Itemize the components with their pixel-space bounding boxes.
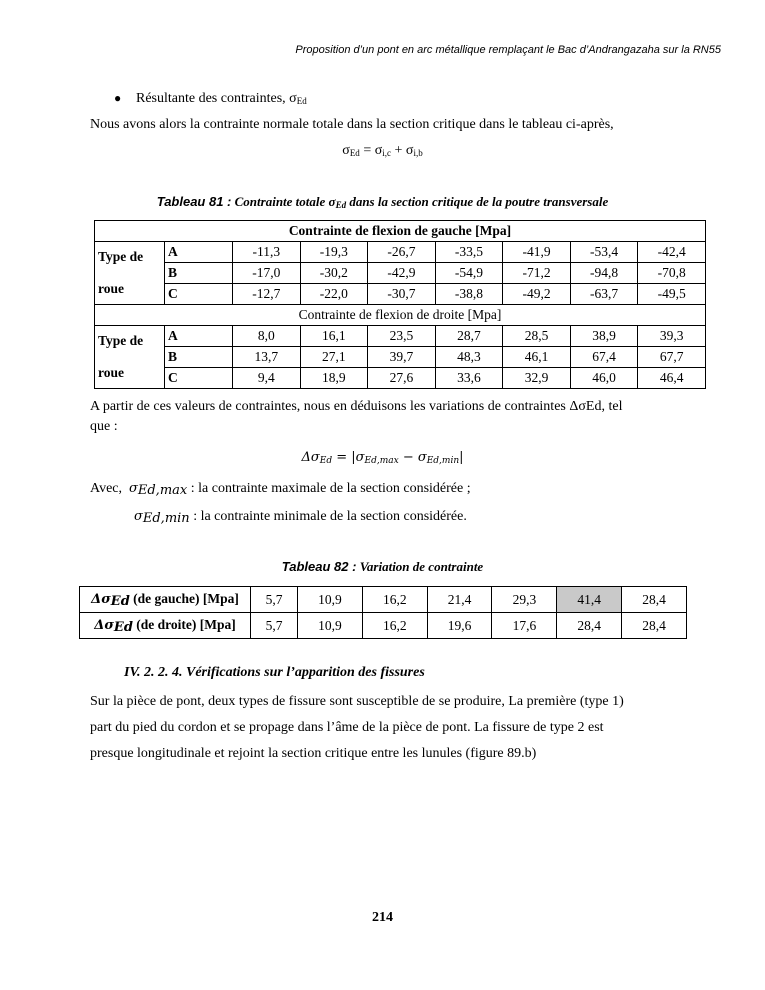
table-cell: -19,3 [300,242,368,263]
table-row [95,242,706,263]
table-cell: 17,6 [492,613,557,639]
table-cell: 18,9 [300,368,368,389]
table-cell: -12,7 [233,284,301,305]
table-cell: 28,7 [435,326,503,347]
table-cell: 10,9 [298,613,363,639]
running-header: Proposition d’un pont en arc métallique remplaçant le Bac d’Andrangazaha sur la RN55 [295,44,721,56]
avec-max-line: Avec, $\sigma_{Ed,max}$ : la contrainte maximale de la section considérée ; [90,481,471,498]
table-cell: -49,2 [503,284,571,305]
table-cell: 16,2 [362,613,427,639]
table-cell: 48,3 [435,347,503,368]
table-cell: -30,7 [368,284,436,305]
table81 [94,220,706,389]
table-row [95,263,706,284]
table-cell: 5,7 [251,613,298,639]
table-cell: 46,0 [570,368,638,389]
table-cell: 32,9 [503,368,571,389]
table-cell: 28,5 [503,326,571,347]
table-cell: 28,4 [557,613,622,639]
wheel-label: A [165,242,233,263]
intro-paragraph: Nous avons alors la contrainte normale totale dans la section critique dans le tableau ci-après, [90,117,614,132]
table-cell: 16,2 [362,587,427,613]
table-cell: 67,4 [570,347,638,368]
table-cell: -42,9 [368,263,436,284]
table-cell: 39,3 [638,326,706,347]
page-number: 214 [372,910,393,925]
table-cell: 28,4 [622,587,687,613]
table-cell: 29,3 [492,587,557,613]
table-cell: -11,3 [233,242,301,263]
table-cell: 38,9 [570,326,638,347]
table-cell: 19,6 [427,613,492,639]
table-cell: -54,9 [435,263,503,284]
table-row [80,613,687,639]
table-cell: -38,8 [435,284,503,305]
table-row [95,284,706,305]
table-cell: -71,2 [503,263,571,284]
table82 [79,586,687,639]
table-cell: 13,7 [233,347,301,368]
row-header: $\Delta\sigma_{Ed}$ (de gauche) [Mpa] [80,587,251,613]
paragraph-variations: A partir de ces valeurs de contraintes, nous en déduisons les variations de contraintes ΔσEd, tel que : [90,399,623,434]
table-cell: -33,5 [435,242,503,263]
table-cell: -22,0 [300,284,368,305]
row-group-label: Type de roue [95,326,165,389]
table-cell: -41,9 [503,242,571,263]
table-row [95,368,706,389]
avec-min-line: $\sigma_{Ed,min}$ : la contrainte minimale de la section considérée. [134,509,467,526]
table-cell: 8,0 [233,326,301,347]
table-cell: 27,1 [300,347,368,368]
bullet-icon: ● [114,91,122,105]
table-cell-highlighted: 41,4 [557,587,622,613]
table-cell: 33,6 [435,368,503,389]
wheel-label: C [165,368,233,389]
table-cell: 21,4 [427,587,492,613]
table-cell: 10,9 [298,587,363,613]
wheel-label: C [165,284,233,305]
wheel-label: B [165,263,233,284]
table-cell: -94,8 [570,263,638,284]
table-cell: 9,4 [233,368,301,389]
table-cell: -49,5 [638,284,706,305]
table-row [80,587,687,613]
table81-caption: Tableau 81 : Contrainte totale $\sigma_{Ed}$ dans la section critique de la poutre transversale [156,194,609,210]
table-cell: 23,5 [368,326,436,347]
wheel-label: B [165,347,233,368]
row-group-label: Type de roue [95,242,165,305]
table-cell: 67,7 [638,347,706,368]
table-row [95,326,706,347]
table-cell: -26,7 [368,242,436,263]
formula-delta-sigma: $\Delta\sigma_{Ed} = |\sigma_{Ed,max} - \sigma_{Ed,min}|$ [301,450,464,466]
table-cell: 27,6 [368,368,436,389]
final-paragraph: Sur la pièce de pont, deux types de fissure sont susceptible de se produire, La première (type 1) part du pied du cordon et se propage dans l’âme de la pièce de pont. La fissure de type 2 est presque longitudinale et rejoint la section critique entre les lunules (figure 89.b) [90,694,624,761]
table-cell: 39,7 [368,347,436,368]
table-cell: 46,4 [638,368,706,389]
table-cell: 5,7 [251,587,298,613]
table-cell: -17,0 [233,263,301,284]
row-header: $\Delta\sigma_{Ed}$ (de droite) [Mpa] [80,613,251,639]
bullet-text: Résultante des contraintes, $\sigma_{Ed}$ [136,91,307,106]
table-cell: -42,4 [638,242,706,263]
table-cell: -70,8 [638,263,706,284]
table-cell: 46,1 [503,347,571,368]
table81-right-title: Contrainte de flexion de droite [Mpa] [95,305,706,326]
table81-left-title: Contrainte de flexion de gauche [Mpa] [95,221,706,242]
table-cell: -30,2 [300,263,368,284]
table82-caption: Tableau 82 : Variation de contrainte [281,559,484,574]
table-cell: -63,7 [570,284,638,305]
table-cell: 16,1 [300,326,368,347]
table-cell: -53,4 [570,242,638,263]
section-title: IV. 2. 2. 4. Vérifications sur l’apparition des fissures [124,665,425,680]
table-cell: 28,4 [622,613,687,639]
wheel-label: A [165,326,233,347]
table-row [95,347,706,368]
formula-sigma-ed: $\sigma_{Ed} = \sigma_{i,c} + \sigma_{i,b}$ [342,143,423,158]
